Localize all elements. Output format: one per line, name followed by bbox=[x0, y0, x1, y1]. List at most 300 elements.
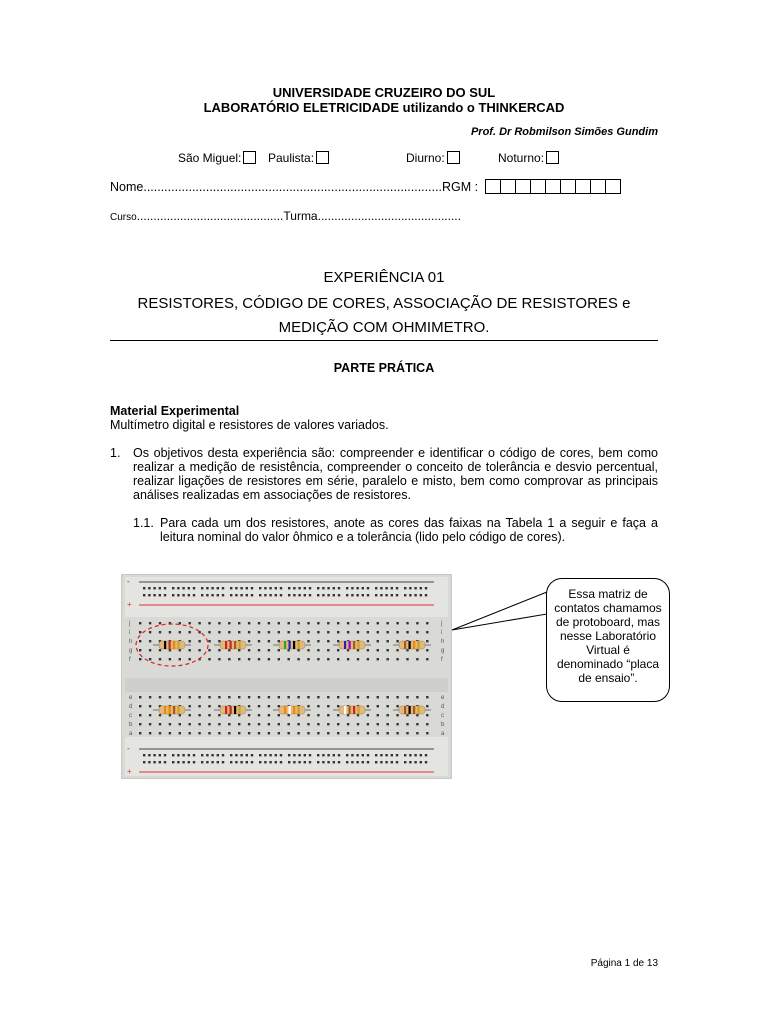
contact-hole bbox=[377, 658, 379, 660]
contact-hole bbox=[327, 658, 329, 660]
contact-hole bbox=[248, 658, 250, 660]
contact-hole bbox=[208, 649, 210, 651]
contact-hole bbox=[201, 761, 203, 763]
contact-hole bbox=[268, 649, 270, 651]
contact-hole bbox=[367, 705, 369, 707]
contact-hole bbox=[367, 622, 369, 624]
contact-hole bbox=[414, 761, 416, 763]
resistor-band bbox=[225, 706, 227, 714]
contact-hole bbox=[189, 705, 191, 707]
resistor-band bbox=[298, 706, 300, 714]
contact-hole bbox=[275, 587, 277, 589]
contact-hole bbox=[208, 622, 210, 624]
contact-hole bbox=[258, 723, 260, 725]
contact-hole bbox=[153, 754, 155, 756]
contact-hole bbox=[159, 723, 161, 725]
rgm-digit-box[interactable] bbox=[605, 179, 621, 194]
contact-hole bbox=[218, 696, 220, 698]
rail-sign: - bbox=[127, 577, 130, 586]
contact-hole bbox=[337, 696, 339, 698]
contact-hole bbox=[177, 754, 179, 756]
contact-hole bbox=[208, 696, 210, 698]
contact-hole bbox=[347, 723, 349, 725]
resistor-band bbox=[164, 641, 166, 649]
contact-hole bbox=[347, 696, 349, 698]
contact-hole bbox=[206, 594, 208, 596]
contact-hole bbox=[143, 761, 145, 763]
contact-hole bbox=[377, 723, 379, 725]
contact-hole bbox=[426, 696, 428, 698]
resistor-band bbox=[349, 706, 351, 714]
contact-hole bbox=[357, 714, 359, 716]
contact-hole bbox=[228, 658, 230, 660]
rgm-boxes[interactable] bbox=[486, 180, 621, 194]
row-letter: f bbox=[129, 657, 131, 663]
contact-hole bbox=[288, 696, 290, 698]
contact-hole bbox=[327, 594, 329, 596]
callout-pointer bbox=[450, 590, 550, 640]
row-letter: h bbox=[129, 639, 133, 645]
contact-hole bbox=[297, 723, 299, 725]
contact-hole bbox=[377, 631, 379, 633]
contact-hole bbox=[264, 754, 266, 756]
checkbox-diurno[interactable] bbox=[447, 151, 460, 164]
contact-hole bbox=[362, 754, 364, 756]
row-letter: c bbox=[129, 713, 132, 719]
contact-hole bbox=[367, 723, 369, 725]
contact-hole bbox=[189, 658, 191, 660]
contact-hole bbox=[159, 761, 161, 763]
campus-sao-miguel-label: São Miguel: bbox=[178, 151, 242, 165]
contact-hole bbox=[268, 622, 270, 624]
resistor-body bbox=[399, 706, 425, 714]
contact-hole bbox=[347, 631, 349, 633]
contact-hole bbox=[169, 714, 171, 716]
contact-hole bbox=[362, 594, 364, 596]
curso-turma-field[interactable]: ............................................Turma........................................... bbox=[136, 209, 461, 223]
contact-hole bbox=[172, 754, 174, 756]
contact-hole bbox=[198, 622, 200, 624]
contact-hole bbox=[298, 761, 300, 763]
rgm-digit-box[interactable] bbox=[500, 179, 516, 194]
contact-hole bbox=[327, 761, 329, 763]
contact-hole bbox=[416, 714, 418, 716]
contact-hole bbox=[251, 594, 253, 596]
contact-hole bbox=[264, 587, 266, 589]
contact-hole bbox=[356, 761, 358, 763]
contact-hole bbox=[206, 761, 208, 763]
contact-hole bbox=[317, 631, 319, 633]
power-rail-bottom bbox=[125, 737, 448, 776]
contact-hole bbox=[248, 696, 250, 698]
contact-hole bbox=[356, 594, 358, 596]
contact-hole bbox=[182, 587, 184, 589]
resistor-band bbox=[409, 706, 411, 714]
contact-hole bbox=[179, 696, 181, 698]
contact-hole bbox=[159, 696, 161, 698]
contact-hole bbox=[149, 723, 151, 725]
contact-hole bbox=[375, 587, 377, 589]
contact-hole bbox=[309, 761, 311, 763]
resistor-band bbox=[358, 706, 360, 714]
row-letter: g bbox=[129, 648, 133, 654]
contact-hole bbox=[288, 649, 290, 651]
rail-sign: + bbox=[127, 600, 132, 609]
contact-hole bbox=[420, 587, 422, 589]
contact-hole bbox=[375, 754, 377, 756]
period-diurno-label: Diurno: bbox=[406, 151, 445, 165]
contact-hole bbox=[333, 754, 335, 756]
contact-hole bbox=[172, 587, 174, 589]
period-noturno bbox=[498, 151, 559, 165]
contact-hole bbox=[278, 658, 280, 660]
contact-hole bbox=[258, 622, 260, 624]
contact-hole bbox=[159, 732, 161, 734]
contact-hole bbox=[426, 705, 428, 707]
contact-hole bbox=[357, 732, 359, 734]
contact-hole bbox=[420, 594, 422, 596]
resistor-body bbox=[279, 641, 305, 649]
resistor-band bbox=[284, 706, 286, 714]
contact-hole bbox=[164, 761, 166, 763]
contact-hole bbox=[139, 696, 141, 698]
contact-hole bbox=[280, 587, 282, 589]
contact-hole bbox=[298, 754, 300, 756]
resistor-band bbox=[230, 706, 232, 714]
contact-hole bbox=[228, 622, 230, 624]
contact-hole bbox=[317, 640, 319, 642]
contact-hole bbox=[238, 631, 240, 633]
contact-hole bbox=[307, 732, 309, 734]
contact-hole bbox=[367, 732, 369, 734]
contact-hole bbox=[235, 594, 237, 596]
rail-sign: - bbox=[127, 744, 130, 753]
contact-hole bbox=[406, 732, 408, 734]
contact-hole bbox=[139, 658, 141, 660]
resistor-band bbox=[353, 641, 355, 649]
resistor-body bbox=[399, 641, 425, 649]
contact-hole bbox=[322, 761, 324, 763]
contact-hole bbox=[288, 732, 290, 734]
contact-hole bbox=[327, 649, 329, 651]
contact-hole bbox=[409, 594, 411, 596]
contact-hole bbox=[139, 640, 141, 642]
resistor-body bbox=[220, 641, 246, 649]
contact-hole bbox=[258, 714, 260, 716]
contact-hole bbox=[396, 696, 398, 698]
contact-hole bbox=[189, 622, 191, 624]
contact-hole bbox=[297, 732, 299, 734]
contact-hole bbox=[201, 587, 203, 589]
contact-hole bbox=[391, 754, 393, 756]
resistor-band bbox=[178, 706, 180, 714]
contact-hole bbox=[347, 649, 349, 651]
contact-hole bbox=[346, 587, 348, 589]
contact-hole bbox=[246, 594, 248, 596]
contact-hole bbox=[169, 723, 171, 725]
contact-hole bbox=[248, 631, 250, 633]
contact-hole bbox=[179, 714, 181, 716]
contact-hole bbox=[367, 594, 369, 596]
contact-hole bbox=[201, 754, 203, 756]
contact-hole bbox=[297, 649, 299, 651]
contact-hole bbox=[396, 594, 398, 596]
contact-hole bbox=[248, 705, 250, 707]
contact-hole bbox=[409, 587, 411, 589]
contact-hole bbox=[278, 732, 280, 734]
contact-hole bbox=[278, 622, 280, 624]
contact-hole bbox=[149, 714, 151, 716]
resistor-body bbox=[339, 706, 365, 714]
contact-hole bbox=[246, 754, 248, 756]
contact-hole bbox=[307, 649, 309, 651]
campus-paulista-label: Paulista: bbox=[268, 151, 315, 165]
contact-hole bbox=[367, 631, 369, 633]
contact-hole bbox=[406, 658, 408, 660]
contact-hole bbox=[416, 622, 418, 624]
campus-paulista bbox=[268, 151, 329, 165]
contact-hole bbox=[298, 594, 300, 596]
contact-hole bbox=[426, 732, 428, 734]
contact-hole bbox=[338, 761, 340, 763]
contact-hole bbox=[351, 594, 353, 596]
contact-hole bbox=[198, 723, 200, 725]
resistor-band bbox=[164, 706, 166, 714]
contact-hole bbox=[278, 723, 280, 725]
resistor-band bbox=[298, 641, 300, 649]
contact-hole bbox=[148, 587, 150, 589]
contact-hole bbox=[218, 631, 220, 633]
contact-hole bbox=[235, 587, 237, 589]
contact-hole bbox=[235, 761, 237, 763]
contact-hole bbox=[269, 587, 271, 589]
contact-hole bbox=[211, 754, 213, 756]
contact-hole bbox=[188, 594, 190, 596]
contact-hole bbox=[357, 658, 359, 660]
resistor-band bbox=[169, 641, 171, 649]
contact-hole bbox=[377, 696, 379, 698]
contact-hole bbox=[159, 649, 161, 651]
contact-hole bbox=[416, 631, 418, 633]
contact-hole bbox=[426, 640, 428, 642]
row-letter: b bbox=[129, 722, 133, 728]
item-1-number: 1. bbox=[110, 446, 121, 460]
contact-hole bbox=[246, 761, 248, 763]
contact-hole bbox=[208, 732, 210, 734]
contact-hole bbox=[307, 714, 309, 716]
contact-hole bbox=[337, 640, 339, 642]
rgm-digit-box[interactable] bbox=[590, 179, 606, 194]
contact-hole bbox=[377, 640, 379, 642]
resistor-band bbox=[358, 641, 360, 649]
contact-hole bbox=[288, 587, 290, 589]
contact-hole bbox=[385, 594, 387, 596]
contact-hole bbox=[238, 714, 240, 716]
contact-hole bbox=[275, 754, 277, 756]
contact-hole bbox=[307, 723, 309, 725]
resistor-band bbox=[225, 641, 227, 649]
contact-hole bbox=[238, 622, 240, 624]
contact-hole bbox=[317, 658, 319, 660]
contact-hole bbox=[416, 658, 418, 660]
contact-hole bbox=[268, 631, 270, 633]
item-1-text: Os objetivos desta experiência são: compreender e identificar o código de cores, bem como realizar a medição de resistência, compreender o conceito de tolerância e desvio percentual, realizar ligações de resistores em série, paralelo e misto, bem como comprovar as principais análises realizadas em associações de resistores. bbox=[133, 446, 658, 502]
contact-hole bbox=[404, 761, 406, 763]
contact-hole bbox=[164, 587, 166, 589]
contact-hole bbox=[259, 594, 261, 596]
contact-hole bbox=[337, 723, 339, 725]
contact-hole bbox=[288, 622, 290, 624]
contact-hole bbox=[307, 622, 309, 624]
contact-hole bbox=[404, 587, 406, 589]
contact-hole bbox=[153, 587, 155, 589]
contact-hole bbox=[238, 732, 240, 734]
contact-hole bbox=[385, 587, 387, 589]
contact-hole bbox=[377, 649, 379, 651]
rgm-digit-box[interactable] bbox=[515, 179, 531, 194]
rgm-digit-box[interactable] bbox=[545, 179, 561, 194]
contact-hole bbox=[169, 696, 171, 698]
checkbox-sao-miguel[interactable] bbox=[243, 151, 256, 164]
contact-hole bbox=[317, 622, 319, 624]
contact-hole bbox=[258, 705, 260, 707]
contact-hole bbox=[426, 714, 428, 716]
contact-hole bbox=[375, 594, 377, 596]
contact-hole bbox=[258, 696, 260, 698]
checkbox-noturno[interactable] bbox=[546, 151, 559, 164]
contact-hole bbox=[317, 649, 319, 651]
contact-hole bbox=[391, 587, 393, 589]
contact-hole bbox=[193, 754, 195, 756]
contact-hole bbox=[251, 587, 253, 589]
contact-hole bbox=[420, 761, 422, 763]
contact-hole bbox=[406, 696, 408, 698]
contact-hole bbox=[269, 754, 271, 756]
contact-hole bbox=[317, 705, 319, 707]
row-letter: j bbox=[129, 621, 131, 627]
contact-hole bbox=[333, 587, 335, 589]
contact-hole bbox=[317, 587, 319, 589]
contact-hole bbox=[149, 732, 151, 734]
contact-hole bbox=[248, 714, 250, 716]
rgm-digit-box[interactable] bbox=[575, 179, 591, 194]
contact-hole bbox=[297, 622, 299, 624]
contact-hole bbox=[182, 761, 184, 763]
contact-hole bbox=[208, 714, 210, 716]
contact-hole bbox=[139, 622, 141, 624]
contact-hole bbox=[179, 732, 181, 734]
contact-hole bbox=[387, 631, 389, 633]
contact-hole bbox=[409, 754, 411, 756]
contact-hole bbox=[337, 658, 339, 660]
contact-hole bbox=[357, 723, 359, 725]
contact-hole bbox=[337, 714, 339, 716]
contact-hole bbox=[380, 754, 382, 756]
contact-hole bbox=[143, 587, 145, 589]
contact-hole bbox=[143, 754, 145, 756]
contact-hole bbox=[304, 587, 306, 589]
contact-hole bbox=[248, 732, 250, 734]
contact-hole bbox=[396, 714, 398, 716]
lab-name: LABORATÓRIO ELETRICIDADE utilizando o THINKERCAD bbox=[203, 100, 565, 115]
contact-hole bbox=[387, 714, 389, 716]
row-letter: e bbox=[441, 695, 445, 701]
contact-hole bbox=[404, 754, 406, 756]
contact-hole bbox=[280, 761, 282, 763]
contact-hole bbox=[304, 761, 306, 763]
experiment-number: EXPERIÊNCIA 01 bbox=[323, 269, 445, 286]
contact-hole bbox=[169, 649, 171, 651]
contact-hole bbox=[333, 761, 335, 763]
contact-hole bbox=[193, 587, 195, 589]
contact-hole bbox=[426, 622, 428, 624]
contact-hole bbox=[357, 631, 359, 633]
contact-hole bbox=[375, 761, 377, 763]
contact-hole bbox=[356, 587, 358, 589]
experiment-title-line2: MEDIÇÃO COM OHMIMETRO. bbox=[278, 319, 490, 336]
contact-hole bbox=[238, 696, 240, 698]
checkbox-paulista[interactable] bbox=[316, 151, 329, 164]
page-number: Página 1 de 13 bbox=[590, 958, 658, 969]
contact-hole bbox=[139, 714, 141, 716]
contact-hole bbox=[193, 761, 195, 763]
contact-hole bbox=[188, 754, 190, 756]
contact-hole bbox=[149, 658, 151, 660]
contact-hole bbox=[268, 714, 270, 716]
contact-hole bbox=[177, 594, 179, 596]
contact-hole bbox=[228, 649, 230, 651]
contact-hole bbox=[159, 658, 161, 660]
contact-hole bbox=[182, 594, 184, 596]
contact-hole bbox=[222, 761, 224, 763]
contact-hole bbox=[189, 696, 191, 698]
contact-hole bbox=[228, 732, 230, 734]
contact-hole bbox=[288, 754, 290, 756]
contact-hole bbox=[288, 761, 290, 763]
contact-hole bbox=[259, 587, 261, 589]
breadboard-image bbox=[121, 574, 452, 779]
section-heading: PARTE PRÁTICA bbox=[333, 361, 435, 375]
contact-hole bbox=[367, 714, 369, 716]
contact-hole bbox=[337, 631, 339, 633]
contact-hole bbox=[159, 587, 161, 589]
rgm-digit-box[interactable] bbox=[485, 179, 501, 194]
contact-hole bbox=[248, 622, 250, 624]
contact-hole bbox=[280, 754, 282, 756]
nome-field[interactable]: Nome......................................................................................RGM : bbox=[110, 180, 479, 194]
contact-hole bbox=[297, 696, 299, 698]
row-letter: i bbox=[441, 630, 443, 636]
contact-hole bbox=[189, 631, 191, 633]
campus-sao-miguel bbox=[178, 151, 256, 165]
contact-hole bbox=[425, 754, 427, 756]
contact-hole bbox=[164, 754, 166, 756]
contact-hole bbox=[396, 723, 398, 725]
row-letter: d bbox=[441, 704, 445, 710]
rgm-digit-box[interactable] bbox=[530, 179, 546, 194]
contact-hole bbox=[309, 754, 311, 756]
contact-hole bbox=[377, 714, 379, 716]
contact-hole bbox=[357, 622, 359, 624]
contact-hole bbox=[189, 640, 191, 642]
contact-hole bbox=[409, 761, 411, 763]
contact-hole bbox=[238, 649, 240, 651]
contact-hole bbox=[278, 649, 280, 651]
rgm-digit-box[interactable] bbox=[560, 179, 576, 194]
contact-hole bbox=[337, 732, 339, 734]
contact-hole bbox=[258, 732, 260, 734]
contact-hole bbox=[275, 761, 277, 763]
